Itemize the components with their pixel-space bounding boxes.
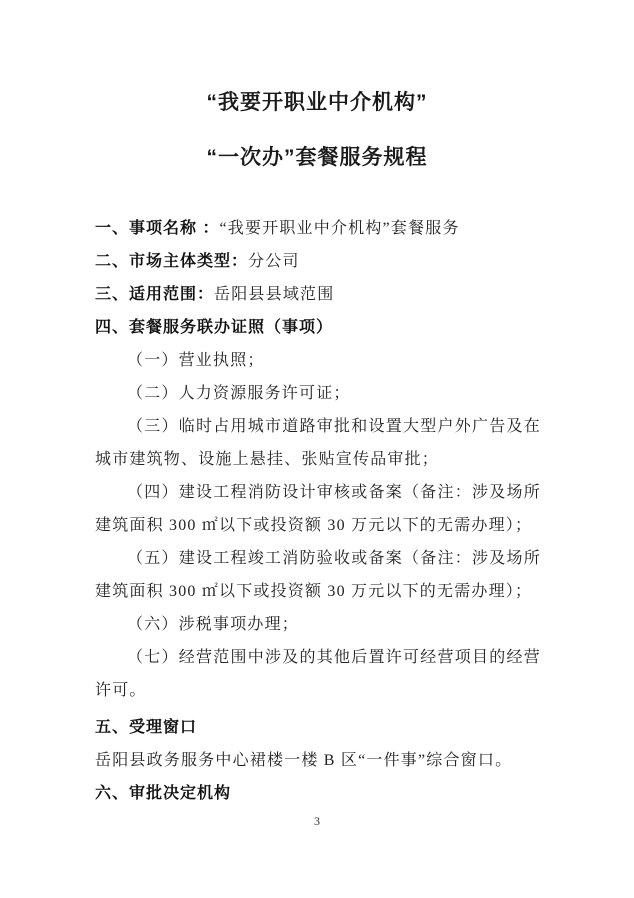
list-item-3: （三）临时占用城市道路审批和设置大型户外广告及在城市建筑物、设施上悬挂、张贴宣传品审批； [95,418,541,468]
doc-title-line-2: “一次办”套餐服务规程 [206,146,428,169]
section-6-label: 六、审批决定机构 [95,785,232,802]
section-heading-6 [95,777,541,810]
document-body [95,212,541,810]
section-4-label: 四、套餐服务联办证照（事项） [95,319,334,336]
section-2-value: 分公司 [248,253,300,270]
list-item-5: （五）建设工程竣工消防验收或备案（备注：涉及场所建筑面积 300 ㎡以下或投资额 30 万元以下的无需办理）； [95,550,541,600]
section-heading-4 [95,311,541,344]
doc-title-line-1: “我要开职业中介机构” [206,91,428,114]
section-2-label: 二、市场主体类型： [95,253,249,270]
section-1-value: “我要开职业中介机构”套餐服务 [219,220,460,237]
section-3-value: 岳阳县县域范围 [214,286,335,303]
list-item-7: （七）经营范围中涉及的其他后置许可经营项目的经营许可。 [95,649,541,699]
section-5-body: 岳阳县政务服务中心裙楼一楼 B 区“一件事”综合窗口。 [95,752,513,769]
page-number: 3 [314,814,320,828]
section-1-label: 一、事项名称 ： [95,220,220,237]
section-heading-3 [95,278,541,311]
list-item-6: （六）涉税事项办理； [127,616,300,633]
list-item-2: （二）人力资源服务许可证； [127,385,351,402]
section-heading-5 [95,711,541,744]
section-5-label: 五、受理窗口 [95,719,198,736]
list-item-1: （一）营业执照； [127,352,265,369]
list-item-4: （四）建设工程消防设计审核或备案（备注：涉及场所建筑面积 300 ㎡以下或投资额 30 万元以下的无需办理）； [95,484,541,534]
section-heading-1 [95,212,541,245]
section-3-label: 三、适用范围： [95,286,215,303]
section-heading-2 [95,245,541,278]
